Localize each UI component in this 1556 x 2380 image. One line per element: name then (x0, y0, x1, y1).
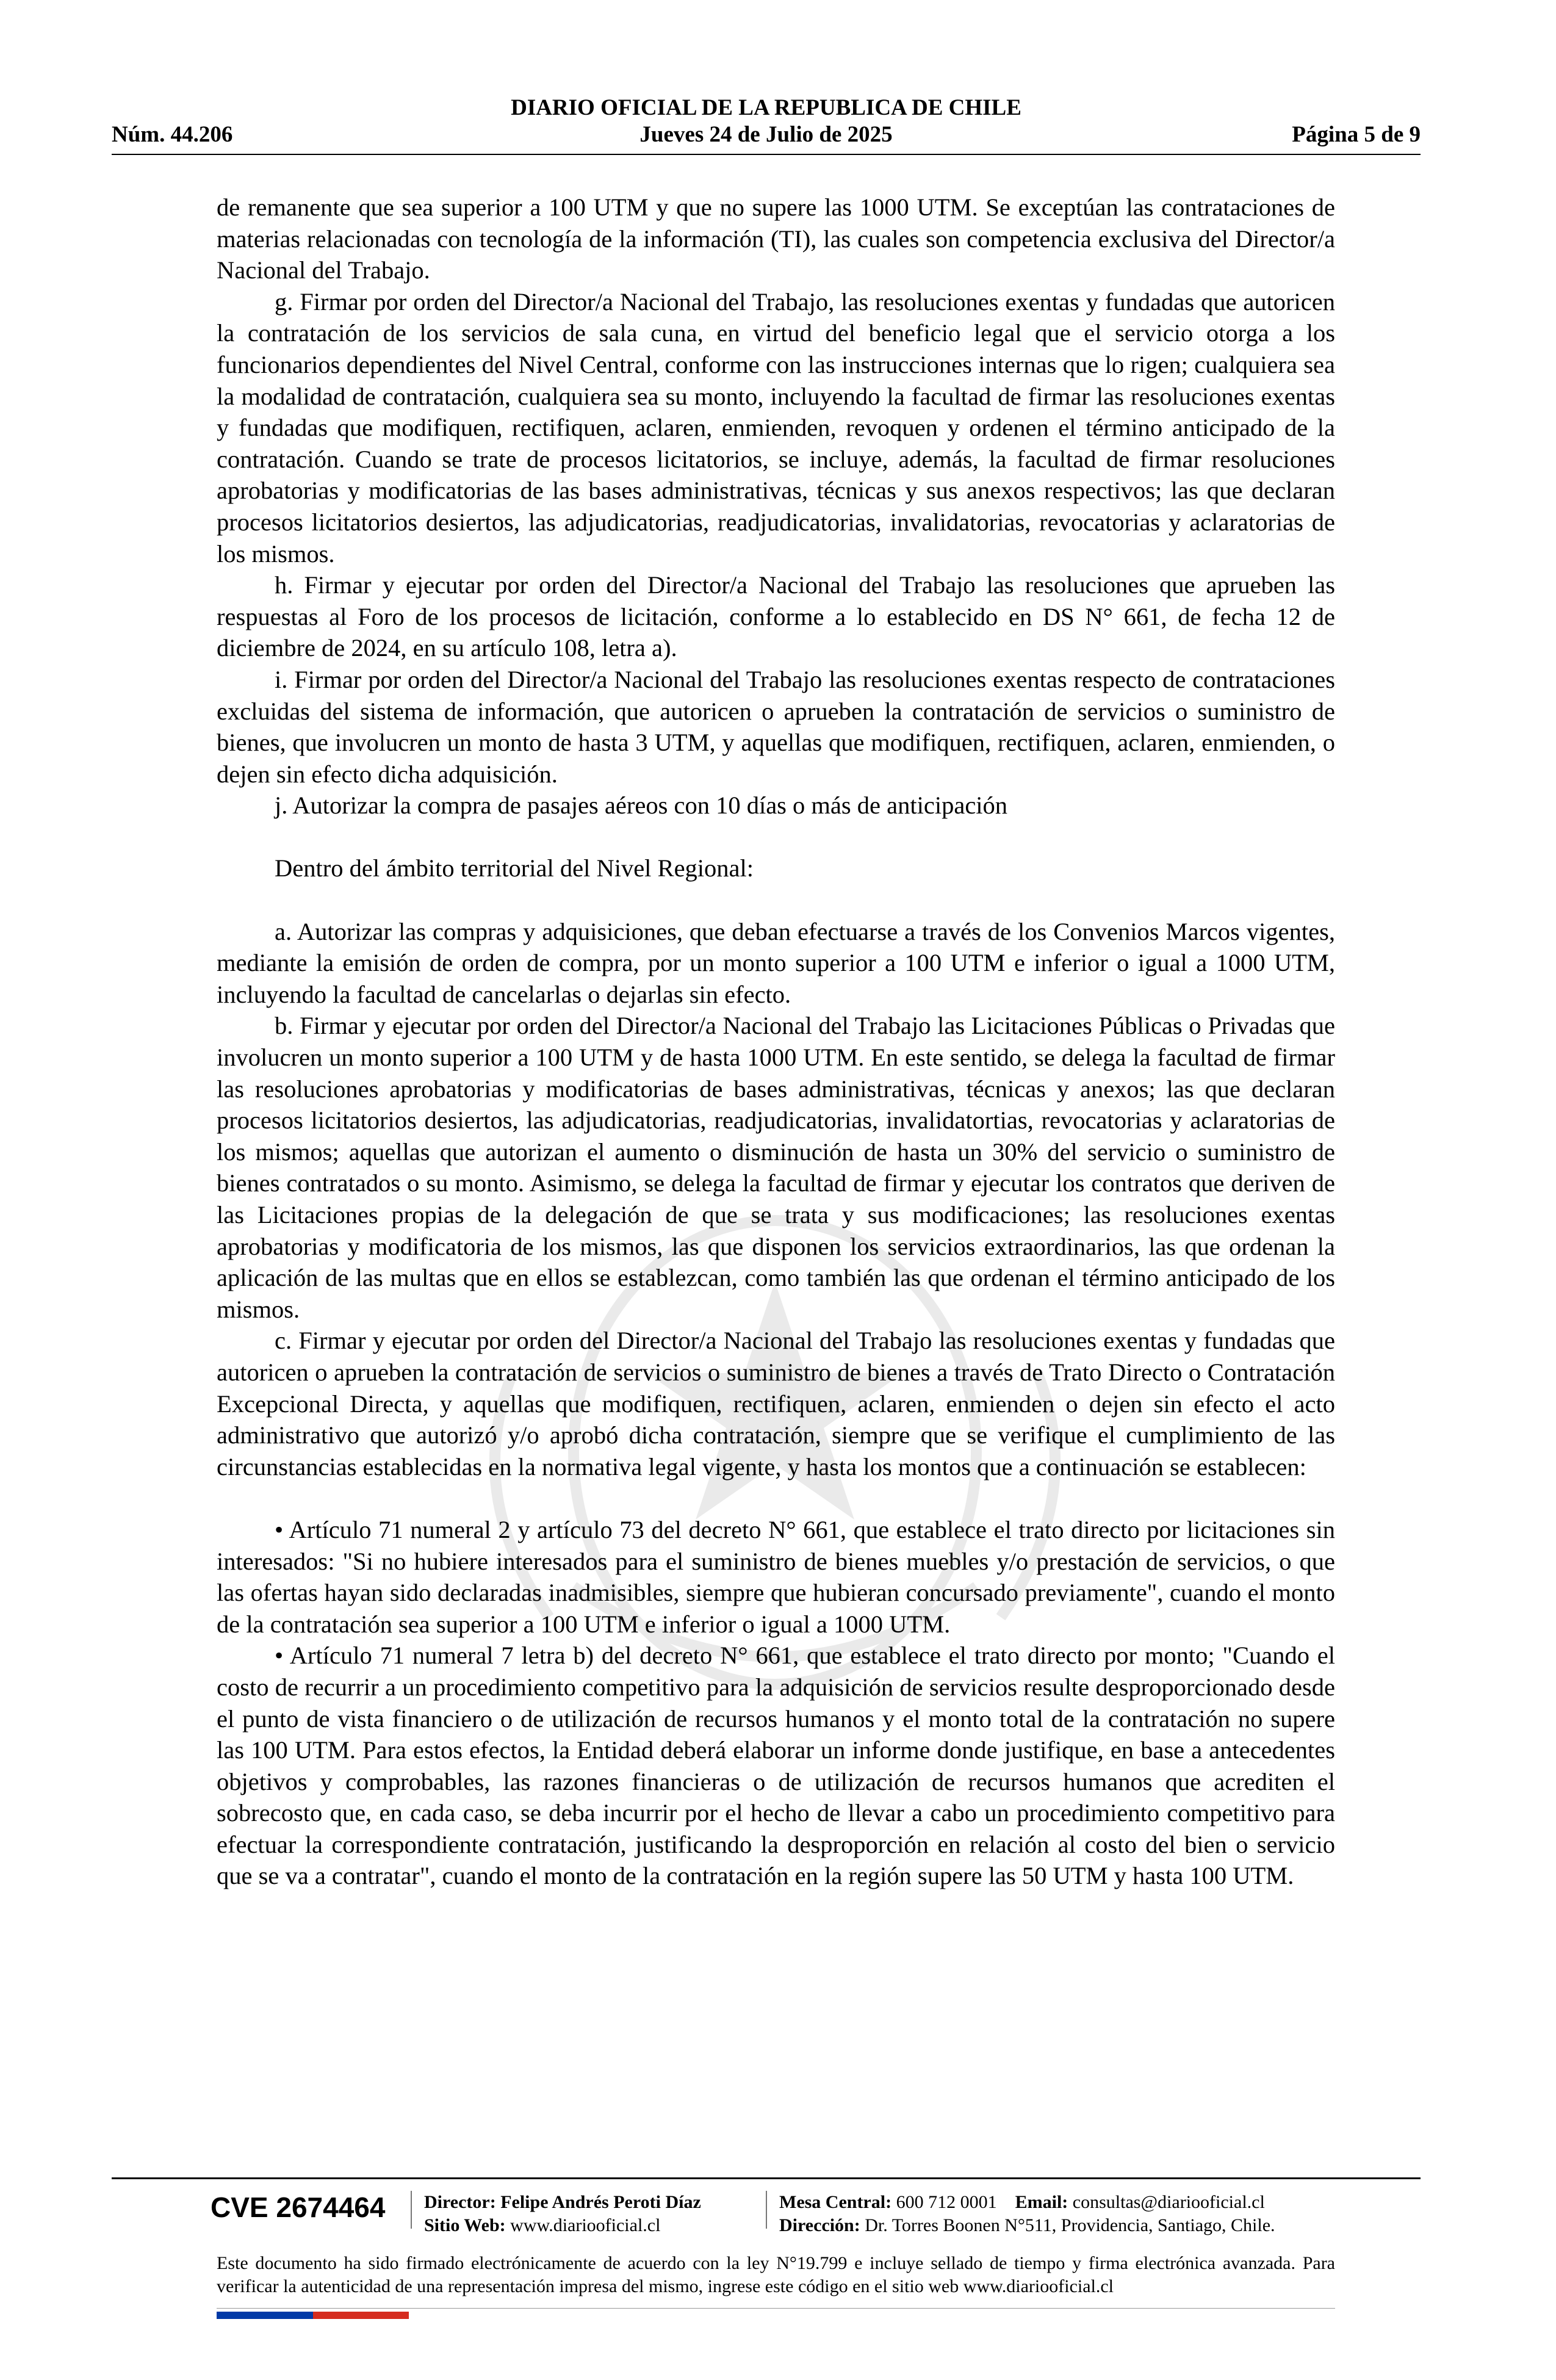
footer-divider (112, 2177, 1421, 2179)
header-divider (112, 154, 1421, 155)
paragraph-regional-item-b: b. Firmar y ejecutar por orden del Director/a Nacional del Trabajo las Licitaciones Públicas o Privadas que involucren un monto superior a 100 UTM y de hasta 1000 UTM. En este sentido, se delega la facultad de firmar las resoluciones aprobatorias y modificatorias de bases administrativas, técnicas y anexos; las que declaran procesos licitatorios desiertos, las adjudicatorias, readjudicatorias, invalidatortias, revocatorias y aclaratorias de los mismos; aquellas que autorizan el aumento o disminución de hasta un 30% del servicio o suministro de bienes contratados o su monto. Asimismo, se delega la facultad de firmar y ejecutar los contratos que deriven de las Licitaciones propias de la delegación de que se trata y sus modificaciones; las resoluciones exentas aprobatorias y modificatoria de los mismos, las que disponen los servicios extraordinarios, las que ordenan la aplicación de las multas que en ellos se establezcan, como también las que ordenan el término anticipado de los mismos. (217, 1012, 1335, 1323)
footer-contact-block (779, 2191, 1275, 2237)
page-footer (112, 2185, 1421, 2240)
section-heading-regional: Dentro del ámbito territorial del Nivel Regional: (275, 854, 754, 882)
address-text: Dr. Torres Boonen N°511, Providencia, Santiago, Chile. (865, 2215, 1275, 2235)
director-name: Felipe Andrés Peroti Díaz (500, 2192, 701, 2212)
paragraph-regional-item-c: c. Firmar y ejecutar por orden del Director/a Nacional del Trabajo las resoluciones exentas y fundadas que autoricen o aprueben la contratación de servicios o suministro de bienes a través de Trato Directo o Contratación Excepcional Directa, y aquellas que modifiquen, rectifiquen, aclaren, enmienden o dejen sin efecto el acto administrativo que autorizó y/o aprobó dicha contratación, siempre que se verifique el cumplimiento de las circunstancias establecidas en la normativa legal vigente, y hasta los montos que a continuación se establecen: (217, 1327, 1335, 1480)
paragraph-item-h: h. Firmar y ejecutar por orden del Director/a Nacional del Trabajo las resoluciones que aprueben las respuestas al Foro de los procesos de licitación, conforme a lo establecido en DS N° 661, de fecha 12 de diciembre de 2024, en su artículo 108, letra a). (217, 571, 1335, 662)
phone-label: Mesa Central: (779, 2192, 892, 2212)
director-label: Director: (424, 2192, 496, 2212)
footer-separator (766, 2191, 767, 2229)
page-header (112, 95, 1421, 156)
bullet-article-71-7b: • Artículo 71 numeral 7 letra b) del decreto N° 661, que establece el trato directo por monto; "Cuando el costo de recurrir a un procedimiento competitivo para la adquisición de servicios resulte desproporcionado desde el punto de vista financiero o de utilización de recursos humanos y el monto total de la contratación no supere las 100 UTM. Para estos efectos, la Entidad deberá elaborar un informe donde justifique, en base a antecedentes objetivos y comprobables, las razones financieras o de utilización de recursos humanos que acrediten el sobrecosto que, en cada caso, se deba incurrir por el hecho de llevar a cabo un procedimiento competitivo para efectuar la correspondiente contratación, justificando la desproporción en relación al costo del bien o servicio que se va a contratar", cuando el monto de la contratación en la región supere las 50 UTM y hasta 100 UTM. (217, 1642, 1335, 1890)
cve-code: CVE 2674464 (211, 2191, 386, 2223)
issue-date: Jueves 24 de Julio de 2025 (639, 122, 893, 147)
email-label: Email: (1015, 2192, 1068, 2212)
newspaper-title: DIARIO OFICIAL DE LA REPUBLICA DE CHILE (511, 95, 1021, 120)
flag-blue-segment (217, 2312, 313, 2319)
paragraph-continuation: de remanente que sea superior a 100 UTM y que no supere las 1000 UTM. Se exceptúan las contrataciones de materias relacionadas con tecnología de la información (TI), las cuales son competencia exclusiva del Director/a Nacional del Trabajo. (217, 193, 1335, 284)
flag-red-segment (313, 2312, 409, 2319)
website-label: Sitio Web: (424, 2215, 506, 2235)
email-link[interactable]: consultas@diariooficial.cl (1072, 2192, 1265, 2212)
paragraph-item-j: j. Autorizar la compra de pasajes aéreos con 10 días o más de anticipación (275, 792, 1008, 820)
paragraph-item-i: i. Firmar por orden del Director/a Nacional del Trabajo las resoluciones exentas respecto de contrataciones excluidas del sistema de información, que autoricen o aprueben la contratación de servicios o suministro de bienes, que involucren un monto de hasta 3 UTM, y aquellas que modifiquen, rectifiquen, aclaren, enmienden, o dejen sin efecto dicha adquisición. (217, 665, 1335, 788)
address-label: Dirección: (779, 2215, 860, 2235)
website-link[interactable]: www.diariooficial.cl (510, 2215, 661, 2235)
chile-flag-stripe (217, 2312, 409, 2319)
phone-number: 600 712 0001 (896, 2192, 997, 2212)
legal-notice: Este documento ha sido firmado electrónicamente de acuerdo con la ley N°19.799 e incluye sellado de tiempo y firma electrónica avanzada. Para verificar la autenticidad de una representación impresa del mismo, ingrese este código en el sitio web www.diariooficial.cl (217, 2253, 1335, 2296)
paragraph-item-g: g. Firmar por orden del Director/a Nacional del Trabajo, las resoluciones exentas y fundadas que autoricen la contratación de los servicios de sala cuna, en virtud del beneficio legal que el servicio otorga a los funcionarios dependientes del Nivel Central, conforme con las instrucciones internas que lo rigen; cualquiera sea la modalidad de contratación, cualquiera sea su monto, incluyendo la facultad de firmar las resoluciones exentas y fundadas que modifiquen, rectifiquen, aclaren, enmienden, revoquen y ordenen el término anticipado de la contratación. Cuando se trate de procesos licitatorios, se incluye, además, la facultad de firmar resoluciones aprobatorias y modificatorias de las bases administrativas, técnicas y sus anexos respectivos; las que declaran procesos licitatorios desiertos, las adjudicatorias, readjudicatorias, invalidatorias, revocatorias y aclaratorias de los mismos. (217, 287, 1335, 568)
bullet-article-71-2: • Artículo 71 numeral 2 y artículo 73 del decreto N° 661, que establece el trato directo por licitaciones sin interesados: "Si no hubiere interesados para el suministro de bienes muebles y/o prestación de servicios, o que las ofertas hayan sido declaradas inadmisibles, siempre que hubieran concursado previamente", cuando el monto de la contratación sea superior a 100 UTM e inferior o igual a 1000 UTM. (217, 1515, 1335, 1638)
footer-director-block (424, 2191, 701, 2237)
legal-divider (217, 2308, 1335, 2309)
page-number: Página 5 de 9 (1292, 122, 1421, 147)
footer-separator (411, 2191, 412, 2229)
paragraph-regional-item-a: a. Autorizar las compras y adquisiciones, que deban efectuarse a través de los Convenios Marcos vigentes, mediante la emisión de orden de compra, por un monto superior a 100 UTM e inferior o igual a 1000 UTM, incluyendo la facultad de cancelarlas o dejarlas sin efecto. (217, 917, 1335, 1008)
issue-number: Núm. 44.206 (112, 122, 233, 147)
document-body (217, 192, 1335, 1892)
